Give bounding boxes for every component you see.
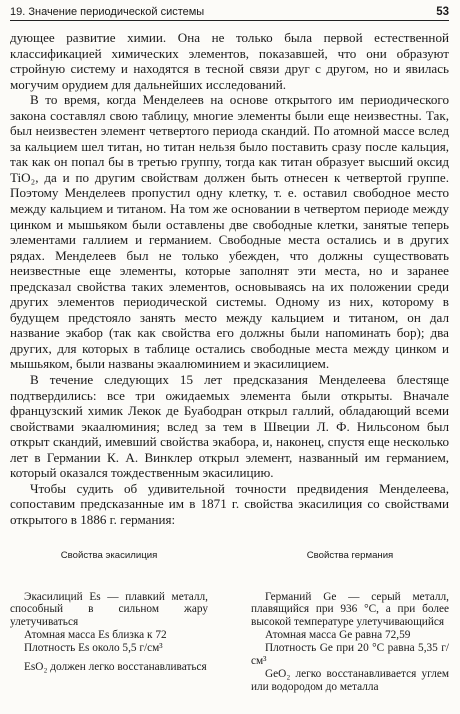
paragraph: Чтобы судить об удивительной точности предвидения Менделеева, сопоставим предсказанные им в 1871 г. свойства экасилиция со свойствами открытого в 1886 г. германия: xyxy=(10,480,449,527)
germanium-column-title: Свойства германия xyxy=(306,549,394,561)
paragraph-continued: дующее развитие химии. Она не только была первой естественной классификацией химических элементов, показавшей, что они образуют стройную систему и находятся в тесной связи друг с другом, но и явилась могучим орудием для дальнейших исследований. xyxy=(10,30,449,92)
germanium-property: Атомная масса Ge равна 72,59 xyxy=(265,629,411,642)
germanium-column xyxy=(251,550,449,694)
page-number: 53 xyxy=(436,6,449,18)
ekasilicon-column-title: Свойства экасилиция xyxy=(60,549,158,561)
comparison-columns xyxy=(10,550,449,694)
paragraph: В течение следующих 15 лет предсказания Менделеева блестяще подтвердились: все три ожидаемых элемента были открыты. Вначале французский химик Лекок де Буабодран открыл галлий, обладающий всеми свойствами экаалюминия; вслед за тем в Швеции Л. Ф. Нильсоном был открыт скандий, имевший свойства экабора, и, наконец, спустя еще несколько лет в Германии К. А. Винклер открыл элемент, названный им германием, который оказался тождественным экасилицию. xyxy=(10,372,449,481)
ekasilicon-column xyxy=(10,550,208,694)
paragraph: В то время, когда Менделеев на основе открытого им периодического закона составлял свою таблицу, многие элементы были еще неизвестны. Так, был неизвестен элемент четвертого периода скандий. По атомной массе вслед за кальцием шел титан, но титан нельзя было поставить сразу после кальция, так как он попал бы в третью группу, тогда как титан образует высший оксид TiO₂, да и по другим свойствам должен быть отнесен к четвертой группе. Поэтому Менделеев пропустил одну клетку, т. е. оставил свободное место между кальцием и титаном. На том же основании в четвертом периоде между цинком и мышьяком были оставлены две свободные клетки, занятые теперь элементами галлием и германием. Свободные места остались и в других рядах. Менделеев был не только убежден, что должны существовать неизвестные еще элементы, которые заполнят эти места, но и заранее предсказал свойства таких элементов, основываясь на их положении среди других элементов периодической системы. Одному из них, которому в будущем предстояло занять место между кальцием и титаном, он дал название экабор (так как свойства его должны были напоминать бор); два других, для которых в таблице остались свободные места между цинком и мышьяком, были названы экаалюминием и экасилицием. xyxy=(10,92,449,372)
ekasilicon-property: Плотность Es около 5,5 г/см³ xyxy=(24,642,163,655)
germanium-property: Плотность Ge при 20 °C равна 5,35 г/см³ xyxy=(251,642,449,668)
ekasilicon-property: EsO₂ должен легко восстанавливаться xyxy=(24,661,207,674)
germanium-property: GeO₂ легко восстанавливается углем или водородом до металла xyxy=(251,667,449,693)
germanium-property: Германий Ge — серый металл, плавящийся при 936 °C, а при более высокой температуре улетучивающийся xyxy=(251,590,449,629)
ekasilicon-property: Атомная масса Es близка к 72 xyxy=(24,629,167,642)
running-header xyxy=(10,6,449,21)
running-title: 19. Значение периодической системы xyxy=(10,6,205,18)
body-text xyxy=(10,30,449,528)
ekasilicon-property: Экасилиций Es — плавкий металл, способный в сильном жару улетучиваться xyxy=(10,590,208,629)
